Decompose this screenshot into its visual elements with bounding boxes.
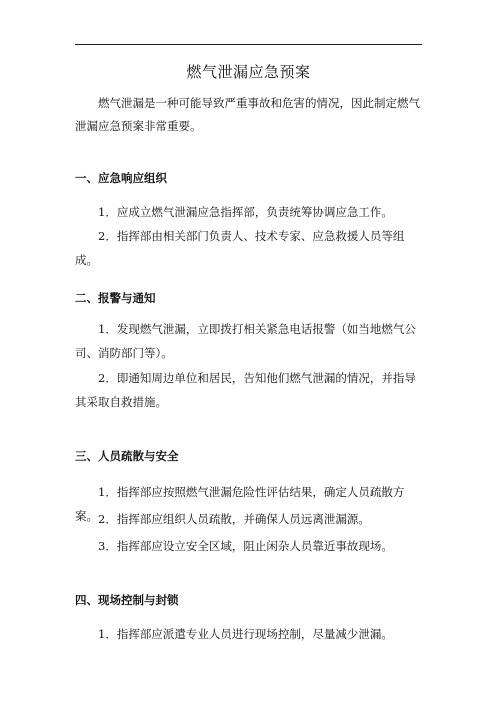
intro-paragraph: 燃气泄漏是一种可能导致严重事故和危害的情况，因此制定燃气泄漏应急预案非常重要。 <box>75 96 420 133</box>
section-3-item-1: 1．指挥部应按照燃气泄漏危险性评估结果，确定人员疏散方案。 <box>75 485 405 523</box>
section-1-item-1: 1．应成立燃气泄漏应急指挥部，负责统筹协调应急工作。 <box>98 205 393 219</box>
header-rule <box>75 44 422 45</box>
section-3-item-2: 2．指挥部应组织人员疏散，并确保人员远离泄漏源。 <box>98 512 370 526</box>
section-2-item-1: 1．发现燃气泄漏，立即拨打相关紧急电话报警（如当地燃气公司、消防部门等）。 <box>75 322 416 360</box>
section-heading-1: 一、应急响应组织 <box>75 171 167 185</box>
section-2-item-2: 2．即通知周边单位和居民，告知他们燃气泄漏的情况，并指导其采取自救措施。 <box>75 371 416 409</box>
section-heading-4: 四、现场控制与封锁 <box>75 593 179 607</box>
section-1-item-2: 2．指挥部由相关部门负责人、技术专家、应急救援人员等组成。 <box>75 229 405 267</box>
section-heading-2: 二、报警与通知 <box>75 291 156 305</box>
section-3-item-3: 3．指挥部应设立安全区域，阻止闲杂人员靠近事故现场。 <box>98 539 393 553</box>
section-4-item-1: 1．指挥部应派遣专业人员进行现场控制，尽量减少泄漏。 <box>98 627 393 641</box>
document-title: 燃气泄漏应急预案 <box>186 63 311 81</box>
section-heading-3: 三、人员疏散与安全 <box>75 449 179 463</box>
